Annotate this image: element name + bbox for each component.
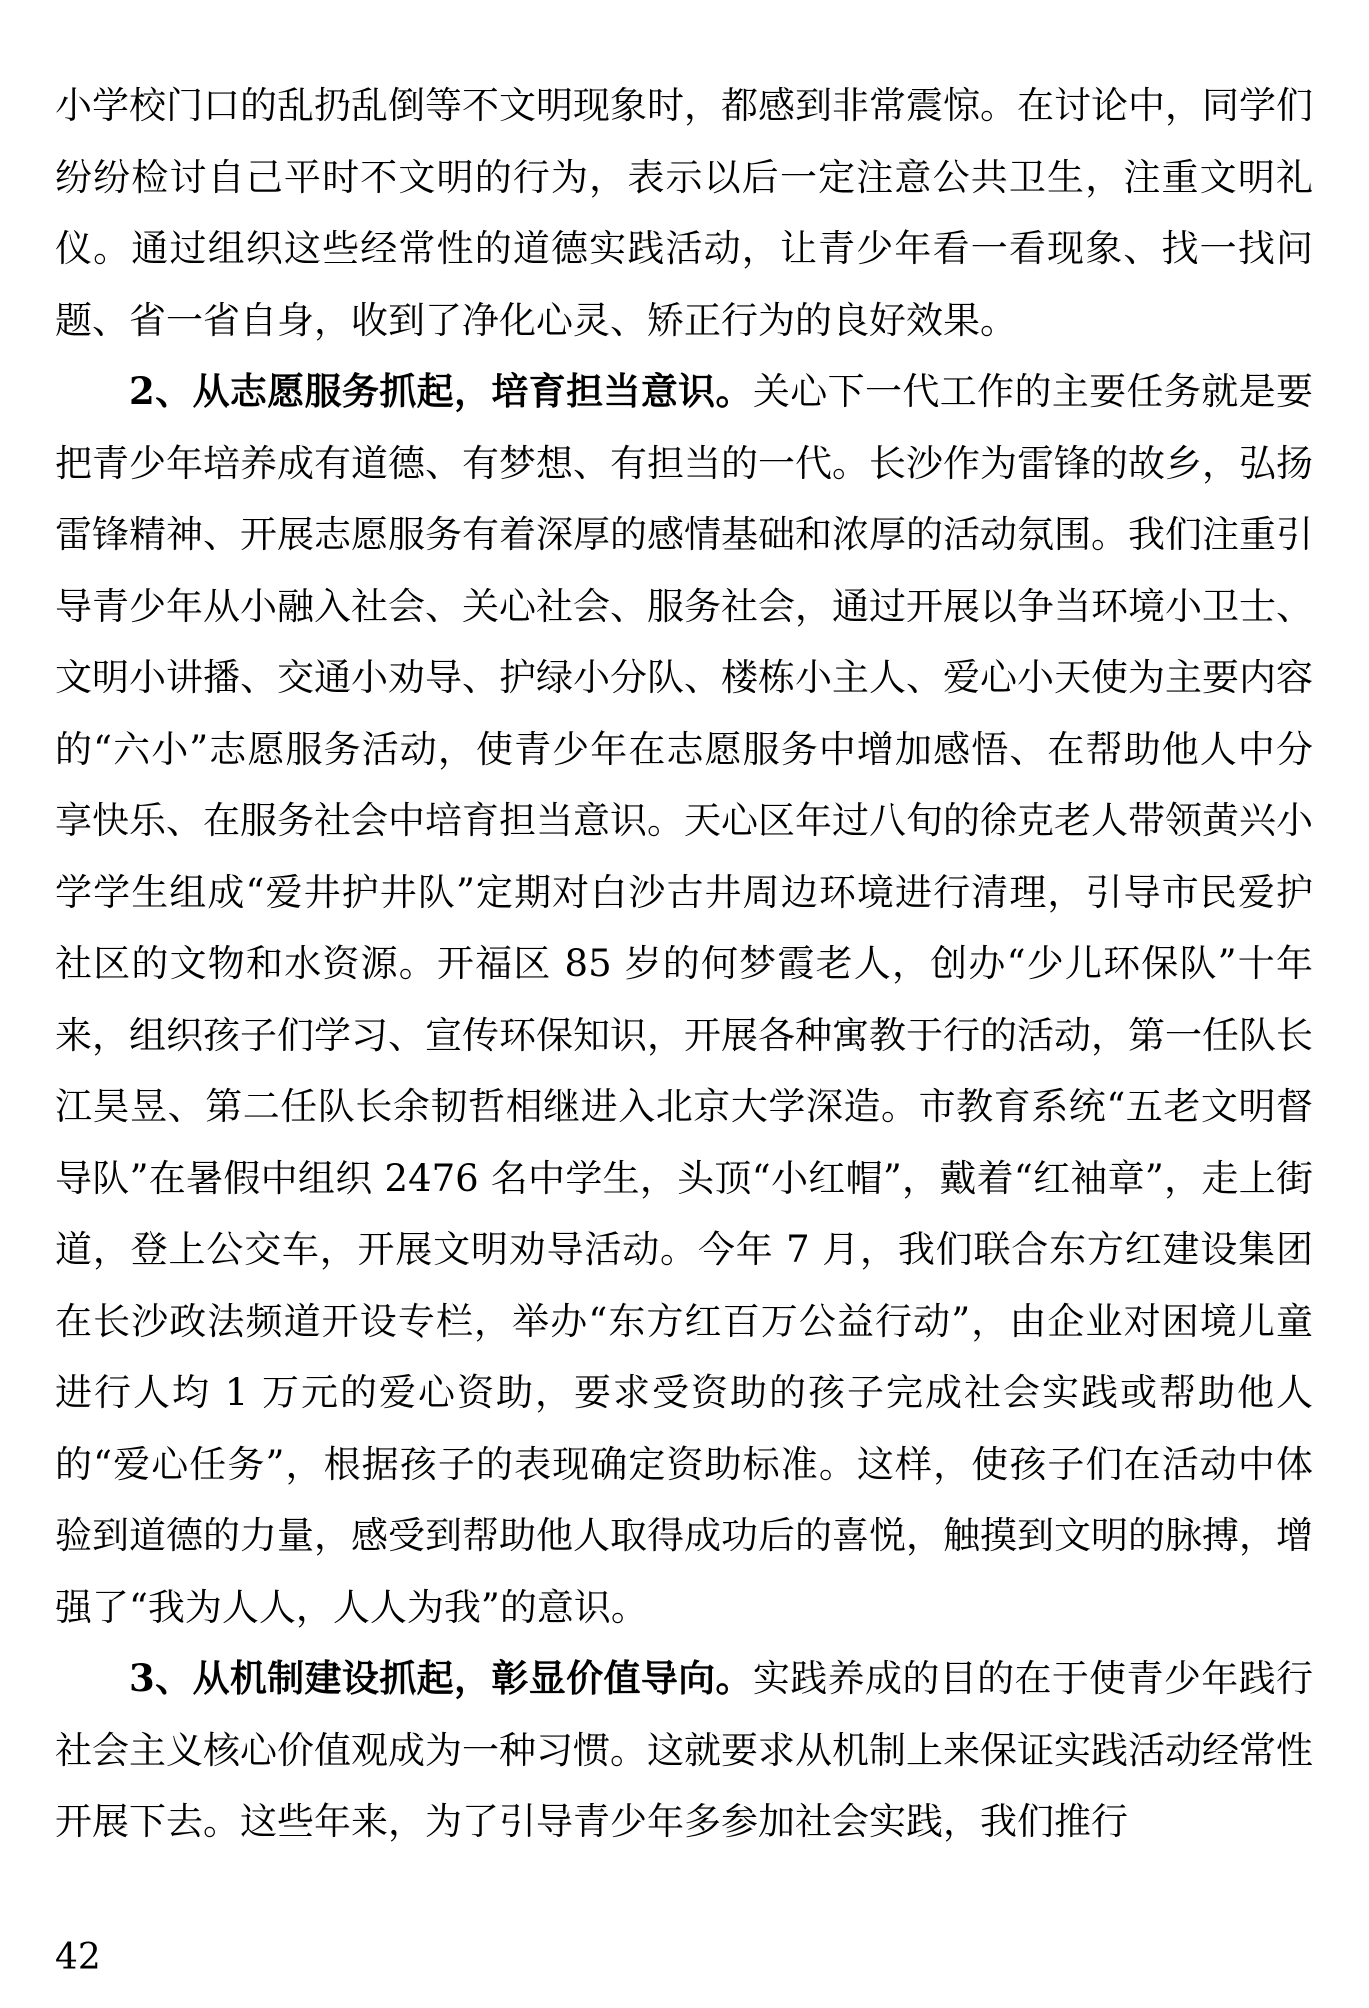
section-3-heading: 3、从机制建设抓起，彰显价值导向。	[129, 1656, 753, 1700]
paragraph-continuation-text: 小学校门口的乱扔乱倒等不文明现象时，都感到非常震惊。在讨论中，同学们纷纷检讨自己平时不文明的行为，表示以后一定注意公共卫生，注重文明礼仪。通过组织这些经常性的道德实践活动，让青少年看一看现象、找一找问题、省一省自身，收到了净化心灵、矫正行为的良好效果。	[55, 84, 1313, 342]
page-number: 42	[55, 1937, 101, 1978]
section-2-body-text: 关心下一代工作的主要任务就是要把青少年培养成有道德、有梦想、有担当的一代。长沙作为雷锋的故乡，弘扬雷锋精神、开展志愿服务有着深厚的感情基础和浓厚的活动氛围。我们注重引导青少年从小融入社会、关心社会、服务社会，通过开展以争当环境小卫士、文明小讲播、交通小劝导、护绿小分队、楼栋小主人、爱心小天使为主要内容的“六小”志愿服务活动，使青少年在志愿服务中增加感悟、在帮助他人中分享快乐、在服务社会中培育担当意识。天心区年过八旬的徐克老人带领黄兴小学学生组成“爱井护井队”定期对白沙古井周边环境进行清理，引导市民爱护社区的文物和水资源。开福区 85 岁的何梦霞老人，创办“少儿环保队”十年来，组织孩子们学习、宣传环保知识，开展各种寓教于行的活动，第一任队长江昊昱、第二任队长余韧哲相继进入北京大学深造。市教育系统“五老文明督导队”在暑假中组织 2476 名中学生，头顶“小红帽”，戴着“红袖章”，走上街道，登上公交车，开展文明劝导活动。今年 7 月，我们联合东方红建设集团在长沙政法频道开设专栏，举办“东方红百万公益行动”，由企业对困境儿童进行人均 1 万元的爱心资助，要求受资助的孩子完成社会实践或帮助他人的“爱心任务”，根据孩子的表现确定资助标准。这样，使孩子们在活动中体验到道德的力量，感受到帮助他人取得成功后的喜悦，触摸到文明的脉搏，增强了“我为人人，人人为我”的意识。	[55, 370, 1314, 1629]
section-2-heading: 2、从志愿服务抓起，培育担当意识。	[129, 369, 753, 413]
paragraph-continuation	[55, 70, 1313, 356]
section-3-body-text: 实践养成的目的在于使青少年践行社会主义核心价值观成为一种习惯。这就要求从机制上来保证实践活动经常性开展下去。这些年来，为了引导青少年多参加社会实践，我们推行	[55, 1657, 1314, 1843]
paragraph-section-2	[55, 356, 1313, 1643]
paragraph-section-3	[55, 1643, 1313, 1858]
